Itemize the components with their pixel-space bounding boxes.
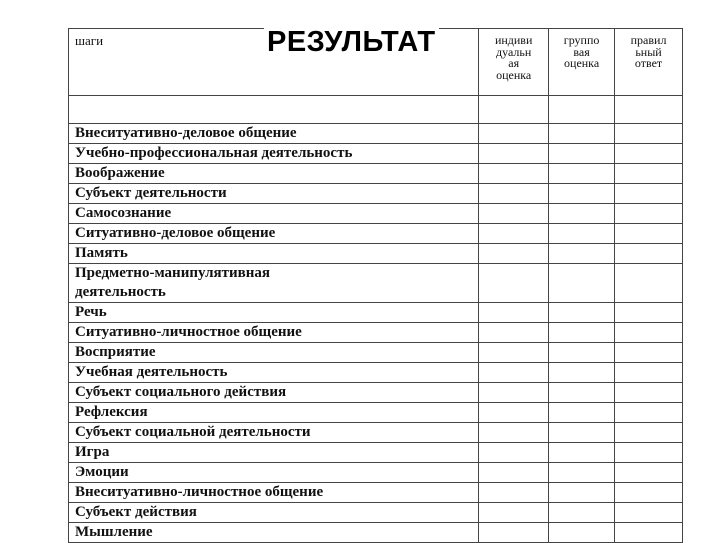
individual-score-cell[interactable] [479, 264, 549, 303]
step-label: Субъект деятельности [69, 184, 479, 204]
table-row [69, 224, 683, 244]
individual-score-cell[interactable] [479, 224, 549, 244]
table-row [69, 343, 683, 363]
group-score-cell[interactable] [549, 184, 615, 204]
step-label: Память [69, 244, 479, 264]
individual-score-cell[interactable] [479, 443, 549, 463]
table-row [69, 303, 683, 323]
group-score-cell[interactable] [549, 144, 615, 164]
header-individual-score [479, 29, 549, 96]
step-label: Учебно-профессиональная деятельность [69, 144, 479, 164]
correct-answer-cell[interactable] [615, 383, 683, 403]
empty-row [69, 96, 683, 124]
step-label: Субъект социальной деятельности [69, 423, 479, 443]
group-score-cell[interactable] [549, 463, 615, 483]
table-row [69, 383, 683, 403]
step-label: Субъект действия [69, 503, 479, 523]
group-score-cell[interactable] [549, 164, 615, 184]
individual-score-cell[interactable] [479, 144, 549, 164]
table-row [69, 204, 683, 224]
table-row [69, 323, 683, 343]
step-label: Внеситуативно-деловое общение [69, 124, 479, 144]
table-row [69, 184, 683, 204]
group-score-cell[interactable] [549, 264, 615, 303]
individual-score-cell[interactable] [479, 323, 549, 343]
correct-answer-cell[interactable] [615, 184, 683, 204]
individual-score-cell[interactable] [479, 383, 549, 403]
group-score-cell[interactable] [549, 224, 615, 244]
step-label: Предметно-манипулятивная деятельность [69, 264, 479, 303]
table-row [69, 264, 683, 303]
empty-cell [479, 96, 549, 124]
group-score-cell[interactable] [549, 303, 615, 323]
empty-cell [549, 96, 615, 124]
table-row [69, 244, 683, 264]
step-label: Субъект социального действия [69, 383, 479, 403]
individual-score-cell[interactable] [479, 363, 549, 383]
table-row [69, 443, 683, 463]
step-label: Рефлексия [69, 403, 479, 423]
correct-answer-cell[interactable] [615, 403, 683, 423]
correct-answer-cell[interactable] [615, 503, 683, 523]
individual-score-cell[interactable] [479, 204, 549, 224]
correct-answer-cell[interactable] [615, 423, 683, 443]
correct-answer-cell[interactable] [615, 144, 683, 164]
group-score-cell[interactable] [549, 403, 615, 423]
results-table [68, 28, 683, 543]
table-row [69, 483, 683, 503]
table-row [69, 423, 683, 443]
group-score-cell[interactable] [549, 383, 615, 403]
correct-answer-cell[interactable] [615, 303, 683, 323]
individual-score-cell[interactable] [479, 164, 549, 184]
table-row [69, 503, 683, 523]
page-title: РЕЗУЛЬТАТ [264, 26, 439, 58]
group-score-cell[interactable] [549, 443, 615, 463]
step-label: Восприятие [69, 343, 479, 363]
header-correct-label: правил ьный ответ [630, 33, 667, 70]
step-label: Игра [69, 443, 479, 463]
individual-score-cell[interactable] [479, 483, 549, 503]
individual-score-cell[interactable] [479, 244, 549, 264]
correct-answer-cell[interactable] [615, 164, 683, 184]
correct-answer-cell[interactable] [615, 443, 683, 463]
group-score-cell[interactable] [549, 483, 615, 503]
header-individual-label: индиви дуальн ая оценка [494, 33, 533, 82]
correct-answer-cell[interactable] [615, 323, 683, 343]
header-group-label: группо вая оценка [563, 33, 600, 70]
header-steps: шаги [69, 29, 479, 96]
correct-answer-cell[interactable] [615, 264, 683, 303]
individual-score-cell[interactable] [479, 124, 549, 144]
step-label: Воображение [69, 164, 479, 184]
individual-score-cell[interactable] [479, 184, 549, 204]
step-label: Мышление [69, 523, 479, 543]
group-score-cell[interactable] [549, 503, 615, 523]
group-score-cell[interactable] [549, 124, 615, 144]
table-row [69, 144, 683, 164]
table-row [69, 463, 683, 483]
correct-answer-cell[interactable] [615, 483, 683, 503]
group-score-cell[interactable] [549, 204, 615, 224]
group-score-cell[interactable] [549, 244, 615, 264]
correct-answer-cell[interactable] [615, 363, 683, 383]
step-label: Ситуативно-деловое общение [69, 224, 479, 244]
correct-answer-cell[interactable] [615, 124, 683, 144]
individual-score-cell[interactable] [479, 463, 549, 483]
correct-answer-cell[interactable] [615, 204, 683, 224]
table-row [69, 403, 683, 423]
individual-score-cell[interactable] [479, 423, 549, 443]
step-label: Внеситуативно-личностное общение [69, 483, 479, 503]
correct-answer-cell[interactable] [615, 463, 683, 483]
step-label: Ситуативно-личностное общение [69, 323, 479, 343]
group-score-cell[interactable] [549, 343, 615, 363]
individual-score-cell[interactable] [479, 403, 549, 423]
correct-answer-cell[interactable] [615, 244, 683, 264]
step-label: Эмоции [69, 463, 479, 483]
empty-cell [69, 96, 479, 124]
individual-score-cell[interactable] [479, 503, 549, 523]
header-correct-answer [615, 29, 683, 96]
individual-score-cell[interactable] [479, 343, 549, 363]
individual-score-cell[interactable] [479, 303, 549, 323]
step-label: Речь [69, 303, 479, 323]
header-group-score [549, 29, 615, 96]
group-score-cell[interactable] [549, 363, 615, 383]
table-row [69, 164, 683, 184]
group-score-cell[interactable] [549, 423, 615, 443]
table-row [69, 363, 683, 383]
step-label: Самосознание [69, 204, 479, 224]
table-row [69, 124, 683, 144]
correct-answer-cell[interactable] [615, 224, 683, 244]
group-score-cell[interactable] [549, 323, 615, 343]
correct-answer-cell[interactable] [615, 343, 683, 363]
empty-cell [615, 96, 683, 124]
step-label: Учебная деятельность [69, 363, 479, 383]
